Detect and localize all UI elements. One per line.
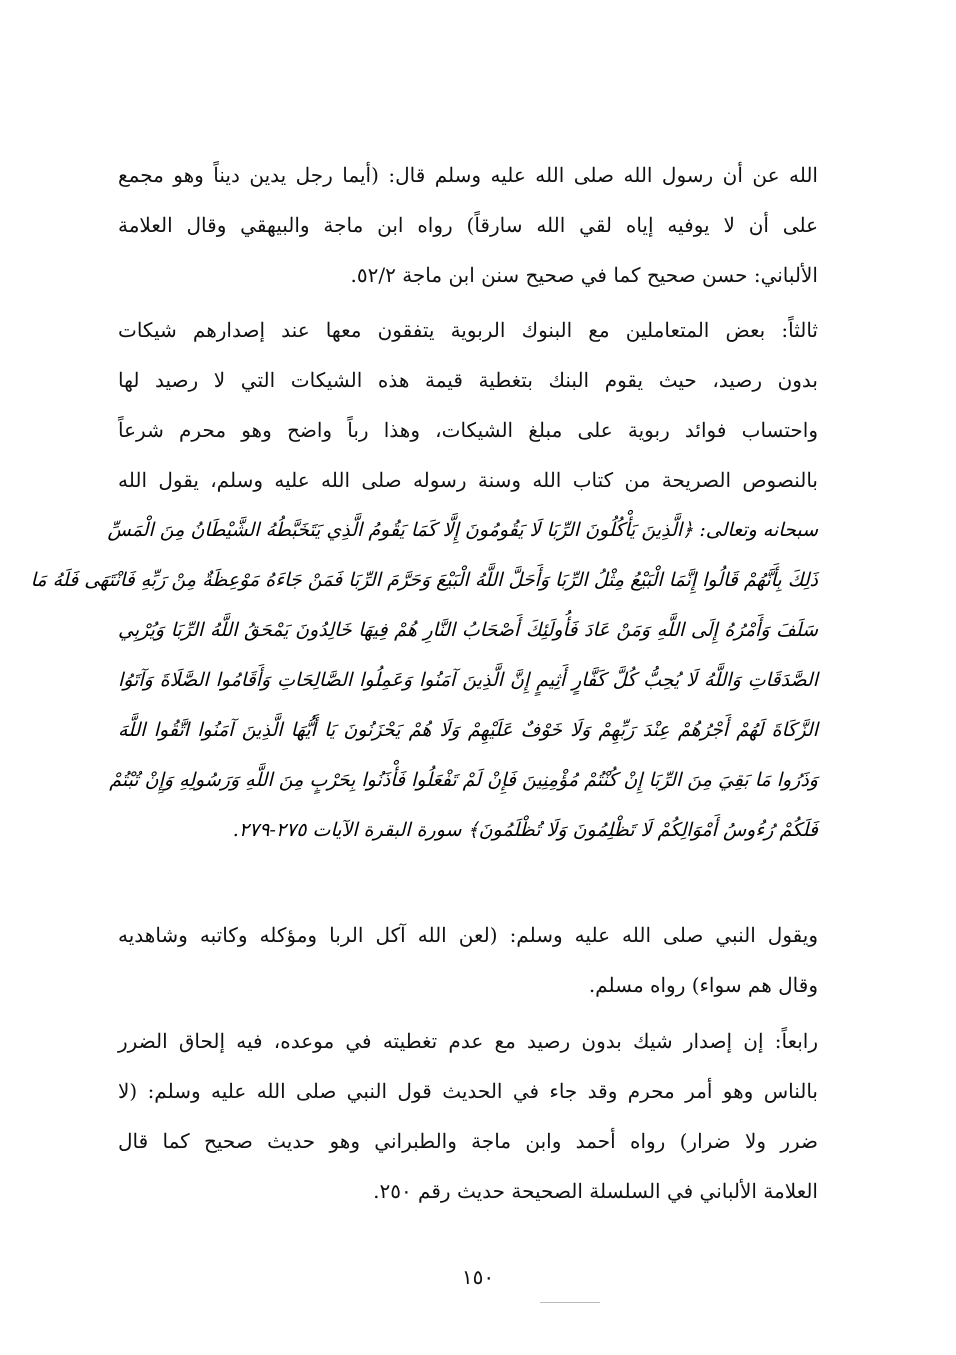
quran-verse-line: سَلَفَ وَأَمْرُهُ إِلَى اللَّهِ وَمَنْ عَادَ فَأُولَئِكَ أَصْحَابُ النَّارِ هُمْ فِيهَا خَالِدُونَ يَمْحَقُ اللَّهُ الرِّبَا وَيُرْبِي bbox=[118, 619, 818, 641]
text-line: على أن لا يوفيه إياه لقي الله سارقاً) رواه ابن ماجة والبيهقي وقال العلامة bbox=[118, 213, 818, 237]
text-line: الله عن أن رسول الله صلى الله عليه وسلم قال: (أيما رجل يدين ديناً وهو مجمع bbox=[118, 163, 818, 187]
paragraph-third-point bbox=[30, 305, 818, 855]
text-line: العلامة الألباني في السلسلة الصحيحة حديث رقم ٢٥٠. bbox=[373, 1179, 818, 1203]
quran-verse-line: سبحانه وتعالى: ﴿الَّذِينَ يَأْكُلُونَ الرِّبَا لَا يَقُومُونَ إِلَّا كَمَا يَقُومُ الَّذِي يَتَخَبَّطُهُ الشَّيْطَانُ مِنَ الْمَسِّ bbox=[107, 519, 818, 541]
text-line: واحتساب فوائد ربوية على مبلغ الشيكات، وهذا رباً واضح وهو محرم شرعاً bbox=[118, 418, 818, 442]
page-number: ١٥٠ bbox=[461, 1265, 495, 1289]
paragraph-hadith-riba bbox=[118, 910, 818, 1010]
text-line: الألباني: حسن صحيح كما في صحيح سنن ابن ماجة ٥٢/٢. bbox=[350, 263, 818, 287]
bottom-divider bbox=[540, 1302, 600, 1303]
paragraph-fourth-point bbox=[118, 1016, 818, 1216]
quran-verse-line: فَلَكُمْ رُءُوسُ أَمْوَالِكُمْ لَا تَظْلِمُونَ وَلَا تُظْلَمُونَ﴾ سورة البقرة الآيات ٢٧٥-٢٧٩. bbox=[232, 819, 818, 841]
text-line: بالناس وهو أمر محرم وقد جاء في الحديث قول النبي صلى الله عليه وسلم: (لا bbox=[118, 1079, 818, 1103]
paragraph-hadith-debt bbox=[118, 150, 818, 300]
quran-verse-line: الزَّكَاةَ لَهُمْ أَجْرُهُمْ عِنْدَ رَبِّهِمْ وَلَا خَوْفٌ عَلَيْهِمْ وَلَا هُمْ يَحْزَنُونَ يَا أَيُّهَا الَّذِينَ آمَنُوا اتَّقُوا اللَّهَ bbox=[118, 719, 818, 741]
text-line: ويقول النبي صلى الله عليه وسلم: (لعن الله آكل الربا ومؤكله وكاتبه وشاهديه bbox=[118, 923, 818, 947]
quran-verse-line: وَذَرُوا مَا بَقِيَ مِنَ الرِّبَا إِنْ كُنْتُمْ مُؤْمِنِينَ فَإِنْ لَمْ تَفْعَلُوا فَأْذَنُوا بِحَرْبٍ مِنَ اللَّهِ وَرَسُولِهِ وَإِنْ تُبْتُمْ bbox=[109, 769, 818, 791]
quran-verse-line: الصَّدَقَاتِ وَاللَّهُ لَا يُحِبُّ كُلَّ كَفَّارٍ أَثِيمٍ إِنَّ الَّذِينَ آمَنُوا وَعَمِلُوا الصَّالِحَاتِ وَأَقَامُوا الصَّلَاةَ وَآتَوُا bbox=[118, 669, 818, 691]
text-line: ضرر ولا ضرار) رواه أحمد وابن ماجة والطبراني وهو حديث صحيح كما قال bbox=[118, 1129, 818, 1153]
text-line: وقال هم سواء) رواه مسلم. bbox=[588, 973, 818, 997]
quran-verse-line: ذَلِكَ بِأَنَّهُمْ قَالُوا إِنَّمَا الْبَيْعُ مِثْلُ الرِّبَا وَأَحَلَّ اللَّهُ الْبَيْعَ وَحَرَّمَ الرِّبَا فَمَنْ جَاءَهُ مَوْعِظَةٌ مِنْ رَبِّهِ فَانْتَهَى فَلَهُ مَا bbox=[30, 569, 818, 591]
text-line: رابعاً: إن إصدار شيك بدون رصيد مع عدم تغطيته في موعده، فيه إلحاق الضرر bbox=[118, 1029, 818, 1053]
text-line: ثالثاً: بعض المتعاملين مع البنوك الربوية يتفقون معها عند إصدارهم شيكات bbox=[118, 318, 818, 342]
text-line: بدون رصيد، حيث يقوم البنك بتغطية قيمة هذه الشيكات التي لا رصيد لها bbox=[118, 368, 818, 392]
text-line: بالنصوص الصريحة من كتاب الله وسنة رسوله صلى الله عليه وسلم، يقول الله bbox=[118, 468, 818, 492]
